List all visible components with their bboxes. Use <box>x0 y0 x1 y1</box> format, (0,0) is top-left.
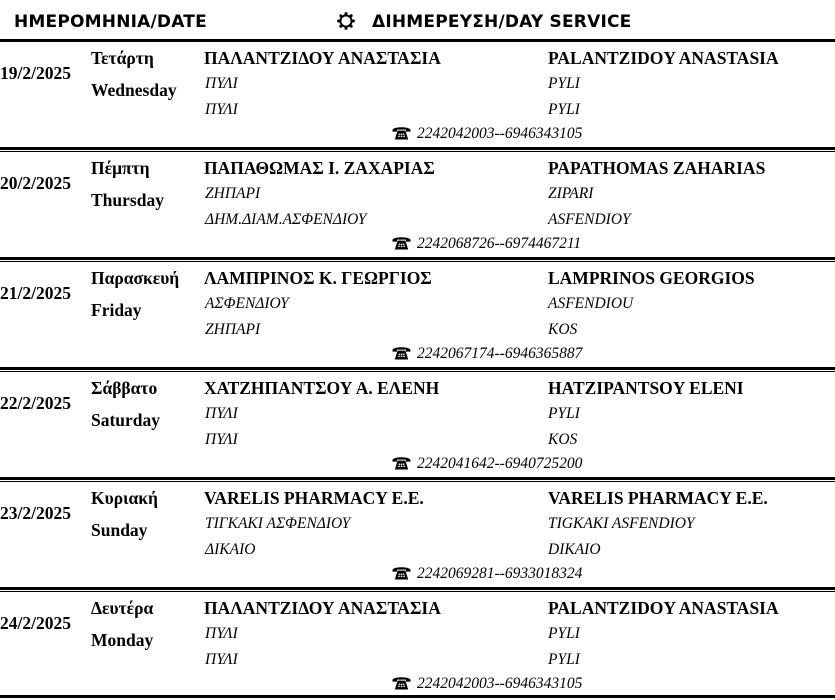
address-english-line-1: ZIPARI <box>548 185 594 202</box>
phone-line <box>392 675 582 695</box>
entry-divider <box>0 147 835 150</box>
address-greek-line-2: ΔΗΜ.ΔΙΑΜ.ΑΣΦΕΝΔΙΟΥ <box>205 211 367 228</box>
phone-line <box>392 345 582 365</box>
entry-divider <box>0 695 835 698</box>
day-english: Sunday <box>91 520 148 540</box>
day-greek: Κυριακή <box>91 488 158 508</box>
telephone-icon <box>392 455 411 470</box>
telephone-icon <box>392 675 411 690</box>
day-greek: Πέμπτη <box>91 158 150 178</box>
pharmacy-name-greek: ΠΑΛΑΝΤΖΙΔΟΥ ΑΝΑΣΤΑΣΙΑ <box>204 48 441 68</box>
day-english: Friday <box>91 300 142 320</box>
duty-entry <box>0 481 835 587</box>
address-greek-line-1: ΠΥΛΙ <box>205 75 238 92</box>
entry-divider <box>0 587 835 590</box>
address-greek-line-2: ΠΥΛΙ <box>205 431 238 448</box>
day-greek: Δευτέρα <box>91 598 154 618</box>
entry-date: 23/2/2025 <box>0 503 71 523</box>
telephone-icon <box>392 565 411 580</box>
address-english-line-2: PYLI <box>548 101 580 118</box>
day-greek: Σάββατο <box>91 378 158 398</box>
entry-date: 19/2/2025 <box>0 63 71 83</box>
phone-number: 2242042003--6946343105 <box>417 675 583 692</box>
address-english-line-2: ASFENDIOY <box>548 211 631 228</box>
address-greek-line-2: ΠΥΛΙ <box>205 101 238 118</box>
telephone-icon <box>392 345 411 360</box>
entry-date: 24/2/2025 <box>0 613 71 633</box>
phone-number: 2242042003--6946343105 <box>417 125 583 142</box>
phone-number: 2242069281--6933018324 <box>417 565 583 582</box>
entry-date: 21/2/2025 <box>0 283 71 303</box>
date-column-header: ΗΜΕΡΟΜΗΝΙΑ/DATE <box>14 12 207 32</box>
pharmacy-name-english: LAMPRINOS GEORGIOS <box>548 268 755 288</box>
day-english: Saturday <box>91 410 161 430</box>
address-greek-line-2: ΔΙΚΑΙΟ <box>205 541 256 558</box>
pharmacy-name-english: VARELIS PHARMACY E.E. <box>548 488 768 508</box>
address-greek-line-1: ΖΗΠΑΡΙ <box>205 185 261 202</box>
duty-entry <box>0 151 835 257</box>
day-english: Thursday <box>91 190 164 210</box>
address-english-line-2: DIKAIO <box>548 541 601 558</box>
entry-divider <box>0 367 835 370</box>
pharmacy-name-english: HATZIPANTSOY ELENI <box>548 378 744 398</box>
pharmacy-name-greek: VARELIS PHARMACY E.E. <box>204 488 424 508</box>
address-english-line-2: PYLI <box>548 651 580 668</box>
pharmacy-name-english: PAPATHOMAS ZAHARIAS <box>548 158 766 178</box>
telephone-icon <box>392 125 411 140</box>
address-greek-line-1: ΠΥΛΙ <box>205 625 238 642</box>
sun-icon <box>336 11 356 31</box>
pharmacy-name-greek: ΧΑΤΖΗΠΑΝΤΣΟΥ Α. ΕΛΕΝΗ <box>204 378 440 398</box>
entry-date: 20/2/2025 <box>0 173 71 193</box>
address-greek-line-1: ΠΥΛΙ <box>205 405 238 422</box>
address-greek-line-1: ΑΣΦΕΝΔΙΟΥ <box>205 295 289 312</box>
entry-divider <box>0 477 835 480</box>
address-english-line-1: ASFENDIOU <box>548 295 634 312</box>
pharmacy-name-english: PALANTZIDOY ANASTASIA <box>548 48 779 68</box>
address-greek-line-2: ΖΗΠΑΡΙ <box>205 321 261 338</box>
phone-line <box>392 235 581 255</box>
address-english-line-1: TIGKAKI ASFENDIOY <box>548 515 695 532</box>
address-greek-line-2: ΠΥΛΙ <box>205 651 238 668</box>
address-english-line-1: PYLI <box>548 625 580 642</box>
phone-number: 2242068726--6974467211 <box>417 235 582 252</box>
day-service-title: ΔΙΗΜΕΡΕΥΣΗ/DAY SERVICE <box>372 12 632 32</box>
duty-entry <box>0 591 835 697</box>
phone-line <box>392 565 582 585</box>
day-greek: Παρασκευή <box>91 268 180 288</box>
day-greek: Τετάρτη <box>91 48 154 68</box>
duty-entry <box>0 41 835 147</box>
pharmacy-name-greek: ΠΑΛΑΝΤΖΙΔΟΥ ΑΝΑΣΤΑΣΙΑ <box>204 598 441 618</box>
phone-number: 2242041642--6940725200 <box>417 455 583 472</box>
day-english: Wednesday <box>91 80 177 100</box>
pharmacy-name-english: PALANTZIDOY ANASTASIA <box>548 598 779 618</box>
address-english-line-2: KOS <box>548 431 578 448</box>
entry-date: 22/2/2025 <box>0 393 71 413</box>
pharmacy-name-greek: ΛΑΜΠΡΙΝΟΣ Κ. ΓΕΩΡΓΙΟΣ <box>204 268 432 288</box>
address-greek-line-1: ΤΙΓΚΑΚΙ ΑΣΦΕΝΔΙΟΥ <box>205 515 351 532</box>
duty-entry <box>0 261 835 367</box>
duty-entry <box>0 371 835 477</box>
phone-line <box>392 125 582 145</box>
address-english-line-1: PYLI <box>548 405 580 422</box>
table-header <box>0 0 835 38</box>
phone-line <box>392 455 582 475</box>
address-english-line-2: KOS <box>548 321 578 338</box>
address-english-line-1: PYLI <box>548 75 580 92</box>
telephone-icon <box>392 235 411 250</box>
day-english: Monday <box>91 630 154 650</box>
phone-number: 2242067174--6946365887 <box>417 345 583 362</box>
pharmacy-name-greek: ΠΑΠΑΘΩΜΑΣ Ι. ΖΑΧΑΡΙΑΣ <box>204 158 435 178</box>
entry-divider <box>0 257 835 260</box>
